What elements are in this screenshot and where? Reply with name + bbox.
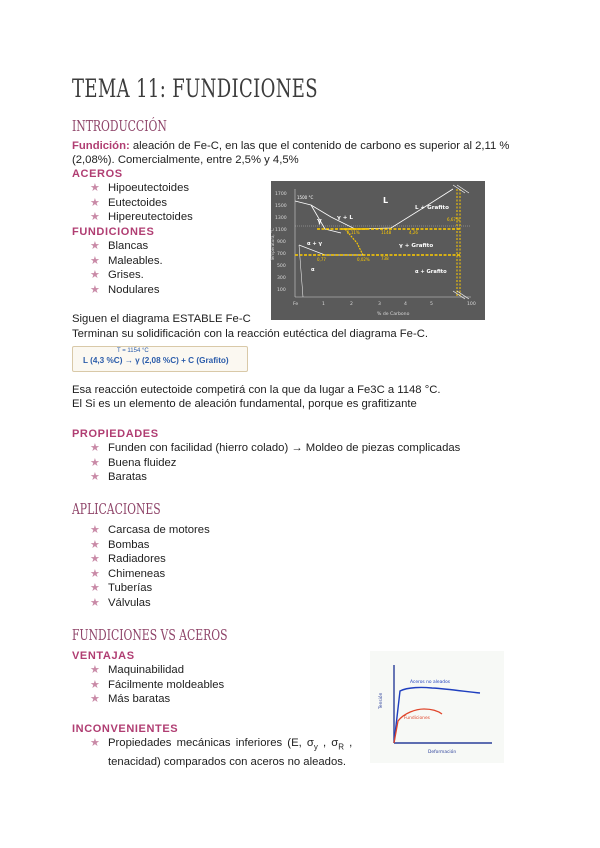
star-icon: ★ [90,538,100,551]
list-item: ★ Chimeneas [90,567,166,580]
star-icon: ★ [90,196,100,209]
region-label: γ + Grafito [399,243,434,249]
aplicaciones-heading: APLICACIONES [72,500,161,518]
definition-text-2: (2,08%). Comercialmente, entre 2,5% y 4,5% [72,154,299,166]
star-icon: ★ [90,664,100,676]
fe-c-diagram-svg [271,181,485,320]
point-label: 0,77 [317,257,326,262]
propiedades-heading: PROPIEDADES [72,428,159,440]
star-icon: ★ [90,693,100,706]
fundiciones-list [90,239,163,297]
star-icon: ★ [90,456,100,469]
list-item: ★ Hipereutectoides [90,211,193,224]
x-tick: Fe [293,302,299,307]
list-item: ★ Fácilmente moldeables [90,678,225,691]
star-icon: ★ [90,678,100,691]
point-label: 1500 °C [297,195,314,200]
region-label: γ + L [337,215,353,221]
list-item: ★ Hipoeutectoides [90,182,190,194]
list-item: ★ Eutectoides [90,196,168,209]
inconvenientes-line-1: Propiedades mecánicas inferiores (E, $\sigma_y$ , $\sigma_R$ , [108,737,353,752]
region-label: α + Grafito [415,269,447,275]
star-icon: ★ [90,283,100,296]
aplicaciones-list [90,523,210,611]
x-tick: 3 [378,302,381,307]
x-tick: 100 [467,302,476,307]
list-item: ★ Carcasa de motores [90,524,210,536]
intro-heading: INTRODUCCIÓN [72,117,167,135]
ventajas-heading: VENTAJAS [72,650,135,662]
list-item: ★ Funden con facilidad (hierro colado) → Moldeo de piezas complicadas [90,442,461,454]
stable-text: Siguen el diagrama ESTABLE Fe-C [72,313,251,325]
formula-equation: L (4,3 %C) → γ (2,08 %C) + C (Grafito) [83,356,229,365]
solidify-text: Terminan su solidificación con la reacción eutéctica del diagrama Fe-C. [72,328,429,340]
star-icon: ★ [90,182,100,194]
inconvenientes-line-2: tenacidad) comparados con aceros no aleados. [108,755,347,768]
region-label: L + Grafito [415,205,449,211]
y-tick: 1100 [275,228,287,233]
region-label: α + γ [307,241,323,247]
y-tick: 1700 [275,192,287,197]
list-item: ★ Radiadores [90,553,166,566]
point-label: 0,02% [357,257,370,262]
intro-definition [72,139,532,154]
fundiciones-heading: FUNDICIONES [72,226,155,238]
y-axis-label: Tensión [379,692,384,709]
star-icon: ★ [90,269,100,282]
aceros-list [90,181,193,225]
propiedades-list [90,441,460,485]
star-icon: ★ [90,582,100,595]
ventajas-list [90,663,224,707]
point-label: 738 [381,256,389,261]
page-title: TEMA 11: FUNDICIONES [72,74,319,103]
list-item: ★ Nodulares [90,283,160,296]
list-item: ★ Válvulas [90,596,151,609]
star-icon: ★ [90,524,100,536]
list-item: ★ Tuberías [90,582,153,595]
x-axis-label: % de Carbono [377,312,410,317]
star-icon: ★ [90,211,100,224]
y-tick: 100 [277,288,286,293]
star-icon: ★ [90,240,100,252]
y-tick: 1500 [275,204,287,209]
stress-strain-svg [370,651,504,763]
formula-temperature: T = 1154 °C [117,348,149,354]
y-tick: 1300 [275,216,287,221]
list-item: ★ Maquinabilidad [90,664,184,676]
point-label: 4,26 [409,230,418,235]
list-item: ★ Blancas [90,240,149,252]
region-label: γ [317,217,322,225]
y-tick: 300 [277,276,286,281]
point-label: 6,67% [447,217,460,222]
y-tick: 900 [277,240,286,245]
list-item: ★ Bombas [90,538,150,551]
series-label: Aceros no aleados [410,680,451,685]
star-icon: ★ [90,471,100,484]
star-icon: ★ [90,254,100,267]
reaction-text: Esa reacción eutectoide competirá con la que da lugar a Fe3C a 1148 °C. [72,384,441,396]
star-icon: ★ [90,553,100,566]
series-label: Fundiciones [404,716,430,721]
silicon-text: El Si es un elemento de aleación fundamental, porque es grafitizante [72,398,417,410]
y-tick: 700 [277,252,286,257]
x-tick: 4 [404,302,407,307]
x-tick: 5 [430,302,433,307]
star-icon: ★ [90,596,100,609]
star-icon: ★ [90,737,100,749]
region-label: L [383,196,389,205]
y-axis-label: Temperatura, °C [270,228,275,261]
star-icon: ★ [90,567,100,580]
point-label: 2,11% [347,230,360,235]
x-tick: 1 [322,302,325,307]
series-line-fundiciones [394,709,442,743]
inconvenientes-heading: INCONVENIENTES [72,723,179,735]
definition-term: Fundición: [72,140,130,152]
list-item: ★ Más baratas [90,693,171,706]
definition-text-1: aleación de Fe-C, en las que el contenido de carbono es superior al 2,11 % [129,140,510,152]
eutectic-formula [72,346,248,372]
point-label: 1148 [381,230,392,235]
region-label: α [311,267,315,273]
list-item: ★ Baratas [90,471,147,484]
list-item: ★ Grises. [90,269,144,282]
inconvenientes-item [90,736,368,769]
vs-heading: FUNDICIONES VS ACEROS [72,626,228,644]
fe-c-diagram [271,181,485,320]
stress-strain-chart [370,651,504,763]
list-item: ★ Maleables. [90,254,163,267]
y-tick: 500 [277,264,286,269]
x-axis-label: Deformación [428,750,457,755]
list-item: ★ Buena fluidez [90,456,177,469]
star-icon: ★ [90,442,100,454]
x-tick: 2 [350,302,353,307]
aceros-heading: ACEROS [72,168,123,180]
